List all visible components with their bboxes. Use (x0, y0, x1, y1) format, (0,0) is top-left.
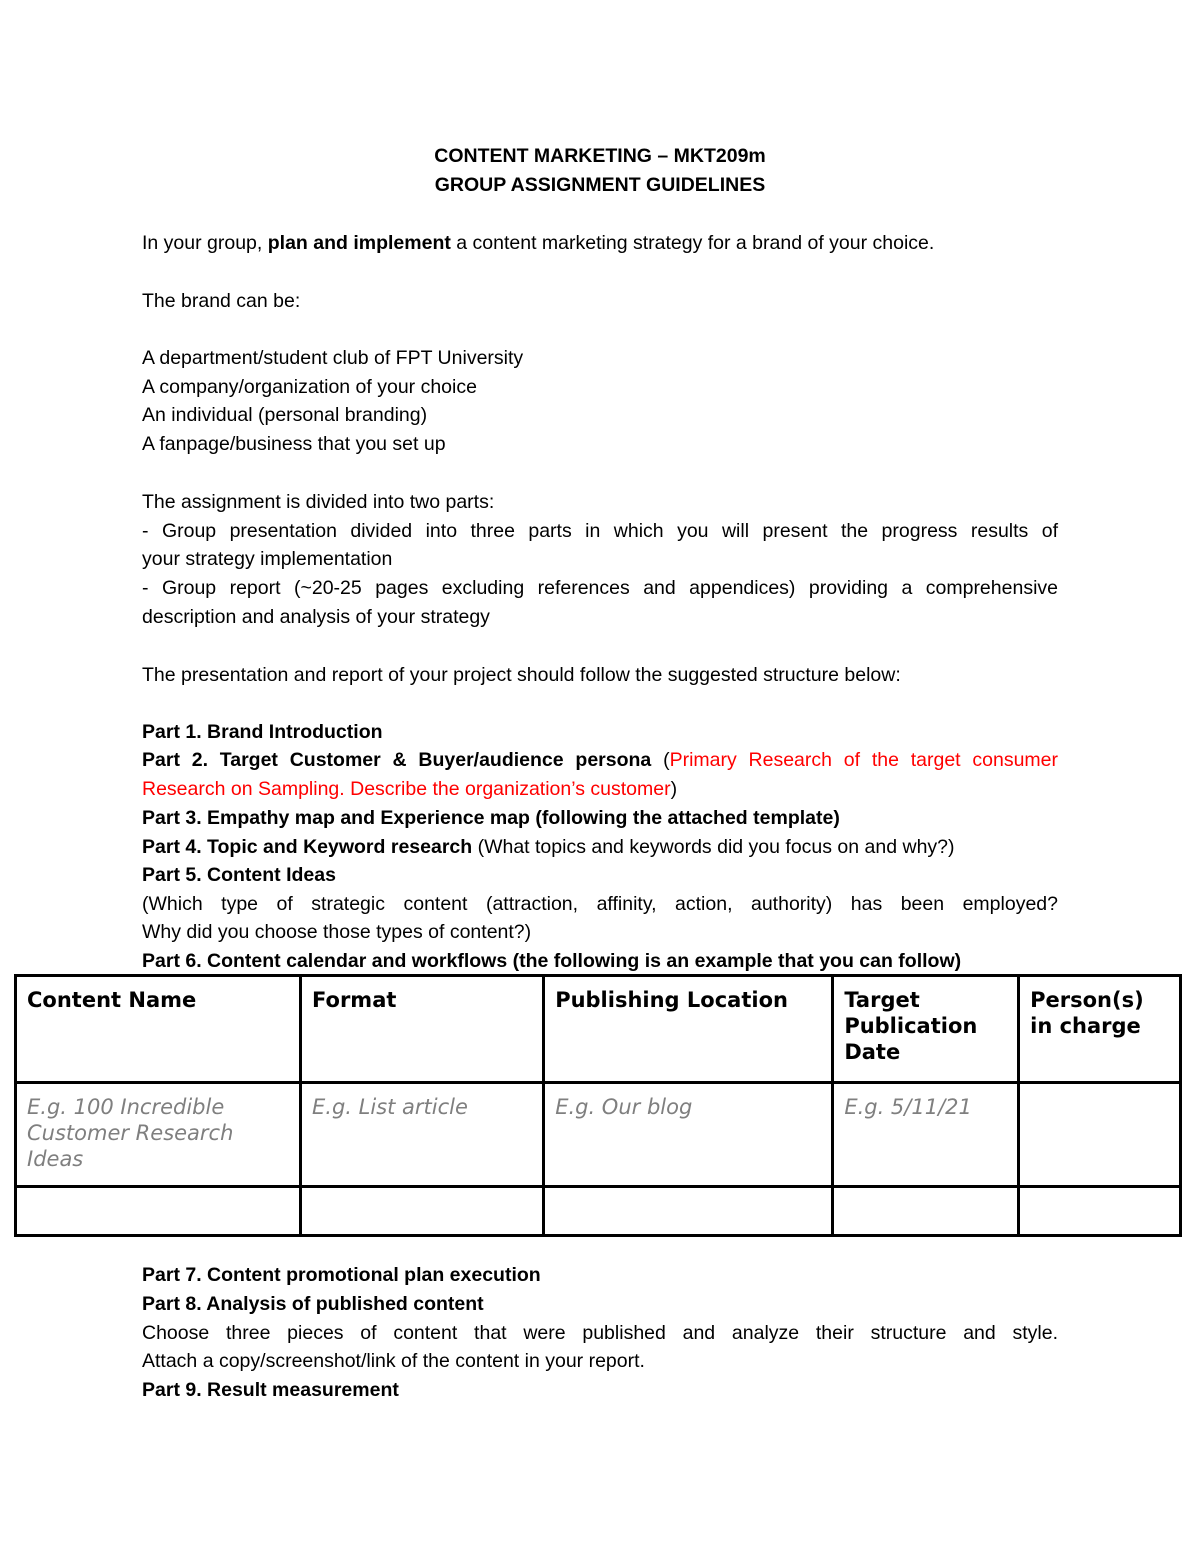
part-2-heading (142, 746, 1058, 775)
table-row (16, 1083, 1181, 1187)
table-header-cell: Publishing Location (544, 976, 833, 1083)
table-cell (544, 1187, 833, 1236)
part-8-desc-cont: Attach a copy/screenshot/link of the content in your report. (142, 1350, 645, 1372)
part-9-heading: Part 9. Result measurement (142, 1379, 399, 1401)
table-header-cell: Person(s) in charge (1019, 976, 1181, 1083)
part-5-heading: Part 5. Content Ideas (142, 864, 336, 886)
brand-option: A fanpage/business that you set up (142, 433, 446, 455)
brand-option: A company/organization of your choice (142, 376, 477, 398)
table-cell (16, 1187, 301, 1236)
part-6-heading: Part 6. Content calendar and workflows (the following is an example that you can follow) (142, 950, 962, 972)
table-row (16, 1187, 1181, 1236)
assignment-part-presentation: - Group presentation divided into three parts in which you will present the progress results of (142, 520, 1058, 542)
part-8-desc: Choose three pieces of content that were published and analyze their structure and style. (142, 1322, 1058, 1344)
table-cell (1019, 1187, 1181, 1236)
assignment-part-report-cont: description and analysis of your strategy (142, 606, 490, 628)
table-header-row (16, 976, 1181, 1083)
document-title: CONTENT MARKETING – MKT209m (434, 145, 766, 167)
table-cell: E.g. List article (301, 1083, 544, 1187)
part-2-title: Part 2. Target Customer & Buyer/audience persona (142, 749, 652, 771)
intro-paragraph (142, 229, 934, 258)
intro-emphasis: plan and implement (267, 232, 451, 254)
part-4-title: Part 4. Topic and Keyword research (142, 836, 473, 858)
table-cell (301, 1187, 544, 1236)
part-1-heading: Part 1. Brand Introduction (142, 721, 383, 743)
part-2-paren-close: ) (670, 778, 678, 800)
table-header-cell: Format (301, 976, 544, 1083)
part-5-desc-cont: Why did you choose those types of content?) (142, 921, 532, 943)
part-2-note: Primary Research of the target consumer (669, 749, 1059, 771)
content-calendar-table (14, 974, 1182, 1237)
table-cell: E.g. 5/11/21 (833, 1083, 1019, 1187)
part-3-heading: Part 3. Empathy map and Experience map (following the attached template) (142, 807, 840, 829)
part-5-desc: (Which type of strategic content (attraction, affinity, action, authority) has been employed? (142, 893, 1058, 915)
part-2-note-end: Research on Sampling. Describe the organization’s customer (142, 778, 671, 800)
structure-intro: The presentation and report of your project should follow the suggested structure below: (142, 664, 901, 686)
intro-text-end: a content marketing strategy for a brand of your choice. (450, 232, 935, 254)
table-cell: E.g. Our blog (544, 1083, 833, 1187)
document-subtitle: GROUP ASSIGNMENT GUIDELINES (434, 174, 766, 196)
part-4-desc: (What topics and keywords did you focus on and why?) (472, 836, 955, 858)
brand-option: A department/student club of FPT University (142, 347, 524, 369)
intro-text: In your group, (142, 232, 268, 254)
table-header-cell: Content Name (16, 976, 301, 1083)
part-8-heading: Part 8. Analysis of published content (142, 1293, 484, 1315)
part-2-paren: ( (651, 749, 670, 771)
table-header-cell: Target Publication Date (833, 976, 1019, 1083)
assignment-intro: The assignment is divided into two parts: (142, 491, 495, 513)
part-7-heading: Part 7. Content promotional plan execution (142, 1264, 541, 1286)
table-cell (1019, 1083, 1181, 1187)
part-4-heading (142, 833, 955, 862)
part-2-note-cont (142, 775, 677, 804)
assignment-part-report: - Group report (~20-25 pages excluding references and appendices) providing a comprehensive (142, 577, 1058, 599)
table-cell: E.g. 100 Incredible Customer Research Ideas (16, 1083, 301, 1187)
brand-option: An individual (personal branding) (142, 404, 428, 426)
brand-can-be-text: The brand can be: (142, 290, 301, 312)
assignment-part-presentation-cont: your strategy implementation (142, 548, 393, 570)
table-cell (833, 1187, 1019, 1236)
